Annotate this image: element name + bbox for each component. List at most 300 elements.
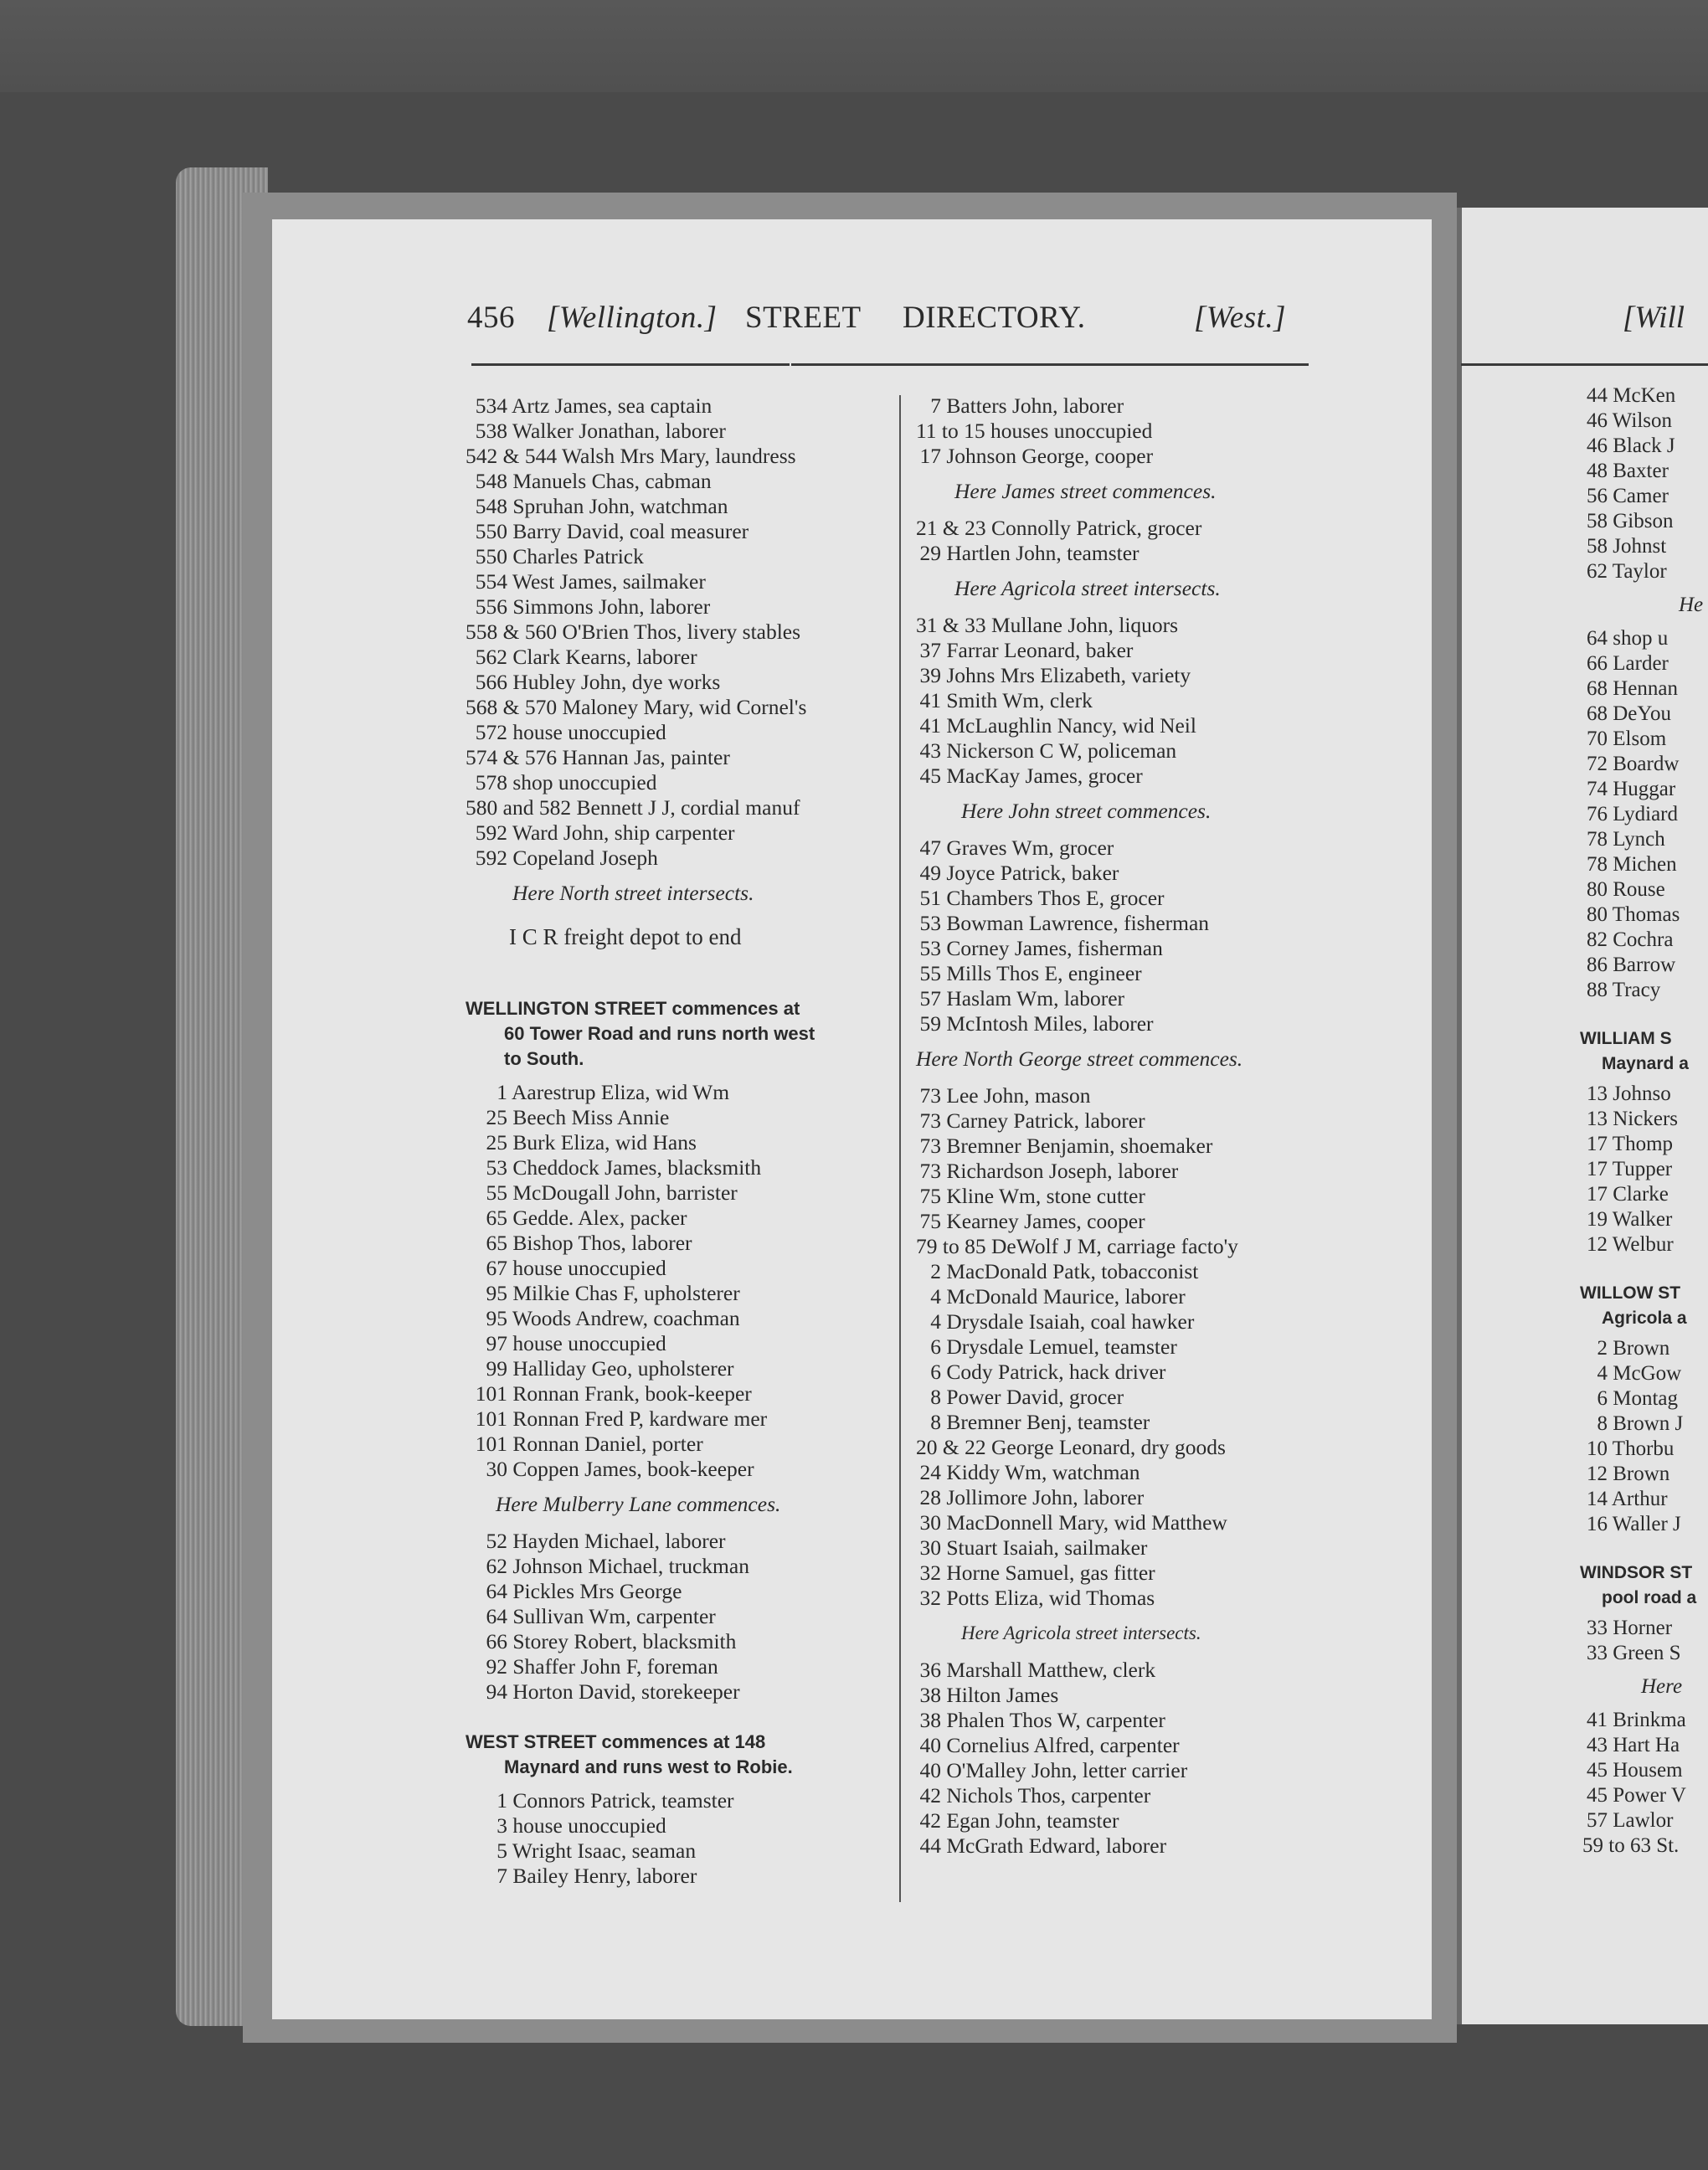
house-number: 24 bbox=[919, 1460, 941, 1484]
directory-entry bbox=[466, 1813, 815, 1838]
resident-name: Hayden Michael, laborer bbox=[507, 1529, 726, 1553]
resident-name: Smith Wm, clerk bbox=[941, 688, 1093, 712]
directory-entry bbox=[466, 419, 815, 444]
directory-entry bbox=[916, 1485, 1242, 1510]
house-number: 558 & 560 bbox=[466, 620, 558, 644]
directory-entry bbox=[466, 544, 815, 569]
resident-name: Connolly Patrick, grocer bbox=[985, 516, 1202, 540]
house-number: 4 bbox=[1597, 1362, 1608, 1385]
directory-entry bbox=[916, 1561, 1242, 1586]
house-number: 66 bbox=[486, 1629, 507, 1653]
entry-list bbox=[1582, 1336, 1703, 1537]
directory-entry bbox=[916, 738, 1242, 764]
house-number: 566 bbox=[475, 670, 507, 694]
house-number: 74 bbox=[1587, 778, 1608, 800]
resident-name: Joyce Patrick, baker bbox=[941, 861, 1119, 885]
street-heading-willow bbox=[1580, 1257, 1703, 1336]
resident-name: Farrar Leonard, baker bbox=[941, 638, 1134, 662]
house-number: 64 bbox=[486, 1604, 507, 1628]
house-number: 17 bbox=[1587, 1133, 1608, 1155]
resident-name: McLaughlin Nancy, wid Neil bbox=[941, 713, 1196, 738]
directory-entry bbox=[466, 745, 815, 770]
directory-entry bbox=[916, 836, 1242, 861]
house-number: 548 bbox=[475, 469, 507, 493]
house-number: 29 bbox=[919, 541, 941, 565]
house-number: 59 to 63 bbox=[1582, 1834, 1651, 1857]
directory-entry bbox=[466, 1838, 815, 1864]
directory-entry bbox=[916, 1284, 1242, 1309]
house-number: 56 bbox=[1587, 485, 1608, 507]
house-number: 16 bbox=[1587, 1513, 1608, 1535]
house-number: 25 bbox=[486, 1105, 507, 1129]
header-rule-left bbox=[471, 363, 790, 366]
entry-list bbox=[1582, 383, 1703, 584]
resident-name: Thomp bbox=[1608, 1133, 1674, 1155]
house-number: 20 & 22 bbox=[916, 1435, 986, 1459]
resident-name: Tracy bbox=[1608, 979, 1661, 1001]
resident-name: O'Brien Thos, livery stables bbox=[557, 620, 801, 644]
house-number: 73 bbox=[919, 1083, 941, 1108]
house-number: 19 bbox=[1587, 1208, 1608, 1231]
resident-name: Haslam Wm, laborer bbox=[941, 986, 1125, 1010]
house-number: 75 bbox=[919, 1184, 941, 1208]
directory-entry bbox=[1582, 1157, 1703, 1182]
directory-entry bbox=[1582, 651, 1703, 676]
resident-name: Drysdale Lemuel, teamster bbox=[941, 1334, 1177, 1359]
resident-name: Barry David, coal measurer bbox=[507, 519, 749, 543]
house-number: 65 bbox=[486, 1231, 507, 1255]
resident-name: Johnst bbox=[1608, 535, 1667, 558]
house-number: 65 bbox=[486, 1206, 507, 1230]
house-number: 78 bbox=[1587, 828, 1608, 851]
house-number: 32 bbox=[919, 1561, 941, 1585]
directory-entry bbox=[916, 1011, 1242, 1036]
directory-entry bbox=[1582, 827, 1703, 852]
directory-entry bbox=[1582, 1462, 1703, 1487]
directory-entry bbox=[466, 1130, 815, 1155]
resident-name: Copeland Joseph bbox=[507, 846, 658, 870]
directory-entry bbox=[1582, 1733, 1703, 1758]
directory-entry bbox=[916, 861, 1242, 886]
house-number: 556 bbox=[475, 594, 507, 619]
directory-entry bbox=[466, 720, 815, 745]
directory-entry bbox=[916, 1360, 1242, 1385]
house-number: 30 bbox=[486, 1457, 507, 1481]
house-number: 92 bbox=[486, 1654, 507, 1679]
resident-name: O'Malley John, letter carrier bbox=[941, 1758, 1188, 1782]
resident-name: Wright Isaac, seaman bbox=[507, 1838, 697, 1863]
house-number: 43 bbox=[919, 738, 941, 763]
directory-entry bbox=[916, 1184, 1242, 1209]
directory-entry bbox=[1582, 676, 1703, 702]
resident-name: McDonald Maurice, laborer bbox=[941, 1284, 1186, 1309]
directory-entry bbox=[916, 986, 1242, 1011]
house-number: 5 bbox=[496, 1838, 507, 1863]
directory-entry bbox=[916, 1083, 1242, 1108]
entry-list bbox=[1582, 1708, 1703, 1859]
directory-entry bbox=[466, 1080, 815, 1105]
resident-name: Horner bbox=[1608, 1617, 1673, 1639]
resident-name: Bailey Henry, laborer bbox=[507, 1864, 697, 1888]
special-note: I C R freight depot to end bbox=[509, 924, 742, 949]
resident-name: Phalen Thos W, carpenter bbox=[941, 1708, 1165, 1732]
resident-name: Manuels Chas, cabman bbox=[507, 469, 712, 493]
house-number: 13 bbox=[1587, 1082, 1608, 1105]
directory-entry bbox=[1582, 534, 1703, 559]
resident-name: Power David, grocer bbox=[941, 1385, 1124, 1409]
house-number: 46 bbox=[1587, 409, 1608, 432]
scan-background bbox=[0, 0, 1708, 92]
house-number: 542 & 544 bbox=[466, 444, 558, 468]
directory-entry bbox=[466, 645, 815, 670]
resident-name: Arthur bbox=[1608, 1488, 1668, 1510]
resident-name: Bowman Lawrence, fisherman bbox=[941, 911, 1210, 935]
house-number: 1 bbox=[496, 1080, 507, 1104]
header-title-street: STREET bbox=[745, 301, 862, 335]
resident-name: Egan John, teamster bbox=[941, 1808, 1119, 1833]
house-number: 8 bbox=[930, 1385, 941, 1409]
resident-name: Johns Mrs Elizabeth, variety bbox=[941, 663, 1191, 687]
section-line: to South. bbox=[504, 1048, 584, 1069]
house-number: 28 bbox=[919, 1485, 941, 1509]
house-number: 8 bbox=[930, 1410, 941, 1434]
resident-name: McGrath Edward, laborer bbox=[941, 1833, 1167, 1858]
directory-entry bbox=[466, 1788, 815, 1813]
house-number: 6 bbox=[1597, 1387, 1608, 1410]
resident-name: Bremner Benjamin, shoemaker bbox=[941, 1134, 1213, 1158]
resident-name: St. bbox=[1650, 1834, 1680, 1857]
directory-entry bbox=[466, 1206, 815, 1231]
house-number: 47 bbox=[919, 836, 941, 860]
directory-entry bbox=[466, 1406, 815, 1432]
house-number: 67 bbox=[486, 1256, 507, 1280]
house-number: 41 bbox=[1587, 1709, 1608, 1731]
directory-entry bbox=[466, 1529, 815, 1554]
house-number: 7 bbox=[496, 1864, 507, 1888]
house-number: 4 bbox=[930, 1284, 941, 1309]
resident-name: Huggar bbox=[1608, 778, 1676, 800]
house-number: 52 bbox=[486, 1529, 507, 1553]
resident-name: George Leonard, dry goods bbox=[985, 1435, 1226, 1459]
house-number: 550 bbox=[475, 519, 507, 543]
house-number: 73 bbox=[919, 1134, 941, 1158]
house-number: 58 bbox=[1587, 535, 1608, 558]
directory-entry bbox=[916, 393, 1242, 419]
resident-name: Montag bbox=[1608, 1387, 1679, 1410]
house-number: 33 bbox=[1587, 1642, 1608, 1664]
house-number: 39 bbox=[919, 663, 941, 687]
house-number: 592 bbox=[475, 820, 507, 845]
directory-entry bbox=[916, 1758, 1242, 1783]
directory-entry bbox=[916, 1334, 1242, 1360]
directory-entry bbox=[466, 569, 815, 594]
resident-name: Lydiard bbox=[1608, 803, 1679, 825]
house-number: 38 bbox=[919, 1708, 941, 1732]
directory-entry bbox=[466, 1105, 815, 1130]
entry-list bbox=[916, 1658, 1242, 1859]
directory-entry bbox=[1582, 1132, 1703, 1157]
entry-list bbox=[466, 1788, 815, 1889]
resident-name: shop u bbox=[1608, 627, 1669, 650]
house-number: 55 bbox=[919, 961, 941, 985]
directory-entry bbox=[1582, 1437, 1703, 1462]
house-number: 53 bbox=[486, 1155, 507, 1180]
resident-name: Michen bbox=[1608, 853, 1677, 876]
resident-name: Bremner Benj, teamster bbox=[941, 1410, 1150, 1434]
entry-list bbox=[916, 516, 1242, 566]
street-heading-wellington bbox=[466, 974, 815, 1080]
directory-entry bbox=[916, 1159, 1242, 1184]
house-number: 3 bbox=[496, 1813, 507, 1838]
directory-entry bbox=[916, 1309, 1242, 1334]
directory-entry bbox=[1582, 752, 1703, 777]
directory-entry bbox=[916, 1833, 1242, 1859]
resident-name: McGow bbox=[1608, 1362, 1682, 1385]
house-number: 43 bbox=[1587, 1734, 1608, 1756]
house-number: 64 bbox=[1587, 627, 1608, 650]
directory-entry bbox=[466, 393, 815, 419]
house-number: 572 bbox=[475, 720, 507, 744]
directory-entry bbox=[1582, 902, 1703, 928]
entry-list bbox=[1582, 1616, 1703, 1666]
directory-entry bbox=[1582, 1386, 1703, 1412]
house-number: 57 bbox=[1587, 1809, 1608, 1832]
house-number: 101 bbox=[475, 1381, 507, 1406]
house-number: 48 bbox=[1587, 460, 1608, 482]
resident-name: Potts Eliza, wid Thomas bbox=[941, 1586, 1155, 1610]
house-number: 578 bbox=[475, 770, 507, 794]
resident-name: Stuart Isaiah, sailmaker bbox=[941, 1535, 1148, 1560]
section-line: WILLOW ST bbox=[1580, 1283, 1681, 1303]
house-number: 53 bbox=[919, 936, 941, 960]
directory-entry bbox=[1582, 1412, 1703, 1437]
resident-name: Carney Patrick, laborer bbox=[941, 1108, 1145, 1133]
directory-entry bbox=[1582, 928, 1703, 953]
directory-entry bbox=[466, 1281, 815, 1306]
resident-name: Boardw bbox=[1608, 753, 1680, 775]
resident-name: Connors Patrick, teamster bbox=[507, 1788, 734, 1813]
directory-entry bbox=[466, 1155, 815, 1180]
resident-name: Rouse bbox=[1608, 878, 1665, 901]
directory-entry bbox=[1582, 459, 1703, 484]
resident-name: Waller J bbox=[1608, 1513, 1681, 1535]
directory-entry bbox=[1582, 626, 1703, 651]
directory-entry bbox=[1582, 1783, 1703, 1808]
house-number: 41 bbox=[919, 688, 941, 712]
directory-entry bbox=[916, 713, 1242, 738]
directory-entry bbox=[466, 1180, 815, 1206]
directory-entry bbox=[916, 1683, 1242, 1708]
directory-entry bbox=[916, 1234, 1242, 1259]
house-number: 2 bbox=[930, 1259, 941, 1283]
house-number: 12 bbox=[1587, 1463, 1608, 1485]
resident-name: house unoccupied bbox=[507, 1813, 666, 1838]
house-number: 95 bbox=[486, 1281, 507, 1305]
header-title-directory: DIRECTORY. bbox=[903, 301, 1086, 335]
directory-entry bbox=[466, 695, 815, 720]
house-number: 36 bbox=[919, 1658, 941, 1682]
house-number: 592 bbox=[475, 846, 507, 870]
section-line: WILLIAM S bbox=[1580, 1029, 1672, 1048]
directory-entry bbox=[1582, 1361, 1703, 1386]
directory-entry bbox=[1582, 953, 1703, 978]
here-note: Here John street commences. bbox=[961, 799, 1212, 823]
resident-name: Kearney James, cooper bbox=[941, 1209, 1145, 1233]
resident-name: McKen bbox=[1608, 384, 1676, 407]
directory-entry bbox=[916, 1808, 1242, 1833]
directory-entry bbox=[466, 469, 815, 494]
section-line: WEST STREET commences at 148 bbox=[466, 1731, 766, 1752]
resident-name: Batters John, laborer bbox=[941, 393, 1124, 418]
resident-name: Nichols Thos, carpenter bbox=[941, 1783, 1151, 1807]
facing-column bbox=[1582, 383, 1703, 1859]
resident-name: Johnson George, cooper bbox=[941, 444, 1154, 468]
resident-name: Nickers bbox=[1608, 1108, 1678, 1130]
house-number: 13 bbox=[1587, 1108, 1608, 1130]
directory-entry bbox=[916, 1460, 1242, 1485]
house-number: 538 bbox=[475, 419, 507, 443]
house-number: 37 bbox=[919, 638, 941, 662]
entry-list bbox=[916, 836, 1242, 1036]
directory-entry bbox=[916, 764, 1242, 789]
house-number: 68 bbox=[1587, 677, 1608, 700]
directory-entry bbox=[466, 1679, 815, 1705]
entry-list bbox=[916, 613, 1242, 789]
directory-entry bbox=[916, 1708, 1242, 1733]
house-number: 33 bbox=[1587, 1617, 1608, 1639]
directory-entry bbox=[916, 886, 1242, 911]
resident-name: Corney James, fisherman bbox=[941, 936, 1163, 960]
house-number: 45 bbox=[919, 764, 941, 788]
resident-name: McIntosh Miles, laborer bbox=[941, 1011, 1154, 1036]
directory-entry bbox=[466, 1864, 815, 1889]
house-number: 46 bbox=[1587, 435, 1608, 457]
resident-name: Coppen James, book-keeper bbox=[507, 1457, 754, 1481]
house-number: 31 & 33 bbox=[916, 613, 986, 637]
directory-entry bbox=[1582, 978, 1703, 1003]
resident-name: Camer bbox=[1608, 485, 1669, 507]
resident-name: Horne Samuel, gas fitter bbox=[941, 1561, 1155, 1585]
directory-entry bbox=[916, 444, 1242, 469]
house-number: 94 bbox=[486, 1679, 507, 1704]
here-note: Here Agricola street intersects. bbox=[954, 576, 1221, 600]
page-header bbox=[467, 300, 1304, 342]
resident-name: Hannan Jas, painter bbox=[557, 745, 730, 769]
house-number: 59 bbox=[919, 1011, 941, 1036]
resident-name: Johnso bbox=[1608, 1082, 1671, 1105]
directory-entry bbox=[1582, 1833, 1703, 1859]
directory-entry bbox=[916, 1733, 1242, 1758]
house-number: 82 bbox=[1587, 928, 1608, 951]
directory-entry bbox=[916, 1658, 1242, 1683]
directory-entry bbox=[466, 670, 815, 695]
directory-entry bbox=[466, 1256, 815, 1281]
directory-entry bbox=[466, 594, 815, 620]
house-number: 44 bbox=[919, 1833, 941, 1858]
directory-entry bbox=[466, 1604, 815, 1629]
resident-name: Hennan bbox=[1608, 677, 1678, 700]
resident-name: Woods Andrew, coachman bbox=[507, 1306, 740, 1330]
directory-entry bbox=[916, 1435, 1242, 1460]
house-number: 49 bbox=[919, 861, 941, 885]
directory-entry bbox=[466, 1331, 815, 1356]
directory-entry bbox=[916, 1385, 1242, 1410]
directory-entry bbox=[1582, 434, 1703, 459]
directory-entry bbox=[466, 820, 815, 846]
directory-entry bbox=[1582, 1336, 1703, 1361]
house-number: 44 bbox=[1587, 384, 1608, 407]
directory-entry bbox=[466, 1432, 815, 1457]
directory-entry bbox=[916, 1510, 1242, 1535]
directory-entry bbox=[466, 1579, 815, 1604]
resident-name: Cochra bbox=[1608, 928, 1674, 951]
resident-name: houses unoccupied bbox=[985, 419, 1153, 443]
resident-name: house unoccupied bbox=[507, 1331, 666, 1355]
facing-header-rule bbox=[1461, 363, 1708, 366]
resident-name: Clarke bbox=[1608, 1183, 1669, 1206]
directory-entry bbox=[466, 1457, 815, 1482]
resident-name: Walker Jonathan, laborer bbox=[507, 419, 726, 443]
directory-entry bbox=[1582, 1232, 1703, 1257]
house-number: 12 bbox=[1587, 1233, 1608, 1256]
resident-name: Aarestrup Eliza, wid Wm bbox=[507, 1080, 730, 1104]
resident-name: Beech Miss Annie bbox=[507, 1105, 670, 1129]
directory-entry bbox=[1582, 484, 1703, 509]
section-line: pool road a bbox=[1602, 1588, 1697, 1607]
resident-name: Richardson Joseph, laborer bbox=[941, 1159, 1179, 1183]
directory-entry bbox=[1582, 852, 1703, 877]
directory-entry bbox=[1582, 383, 1703, 409]
house-number: 78 bbox=[1587, 853, 1608, 876]
house-number: 8 bbox=[1597, 1412, 1608, 1435]
directory-entry bbox=[916, 516, 1242, 541]
resident-name: Lynch bbox=[1608, 828, 1665, 851]
house-number: 62 bbox=[1587, 560, 1608, 583]
resident-name: Green S bbox=[1608, 1642, 1681, 1664]
house-number: 95 bbox=[486, 1306, 507, 1330]
house-number: 30 bbox=[919, 1510, 941, 1535]
resident-name: Ward John, ship carpenter bbox=[507, 820, 735, 845]
resident-name: Ronnan Daniel, porter bbox=[507, 1432, 703, 1456]
house-number: 75 bbox=[919, 1209, 941, 1233]
house-number: 17 bbox=[1587, 1158, 1608, 1180]
entry-list bbox=[916, 393, 1242, 469]
house-number: 68 bbox=[1587, 702, 1608, 725]
directory-entry bbox=[916, 1783, 1242, 1808]
resident-name: Gibson bbox=[1608, 510, 1674, 532]
resident-name: Milkie Chas F, upholsterer bbox=[507, 1281, 740, 1305]
resident-name: Brown J bbox=[1608, 1412, 1684, 1435]
resident-name: Spruhan John, watchman bbox=[507, 494, 728, 518]
resident-name: MacKay James, grocer bbox=[941, 764, 1143, 788]
directory-entry bbox=[1582, 1487, 1703, 1512]
resident-name: house unoccupied bbox=[507, 720, 666, 744]
header-street: [Wellington.] bbox=[547, 301, 718, 335]
resident-name: Clark Kearns, laborer bbox=[507, 645, 697, 669]
section-line: 60 Tower Road and runs north west bbox=[504, 1023, 815, 1044]
entry-list bbox=[1582, 626, 1703, 1003]
resident-name: Hartlen John, teamster bbox=[941, 541, 1140, 565]
resident-name: Lawlor bbox=[1608, 1809, 1674, 1832]
house-number: 568 & 570 bbox=[466, 695, 558, 719]
entry-list bbox=[1582, 1082, 1703, 1257]
resident-name: McDougall John, barrister bbox=[507, 1180, 738, 1205]
resident-name: Power V bbox=[1608, 1784, 1686, 1807]
house-number: 76 bbox=[1587, 803, 1608, 825]
resident-name: Larder bbox=[1608, 652, 1669, 675]
directory-entry bbox=[1582, 1616, 1703, 1641]
resident-name: Brown bbox=[1608, 1463, 1670, 1485]
